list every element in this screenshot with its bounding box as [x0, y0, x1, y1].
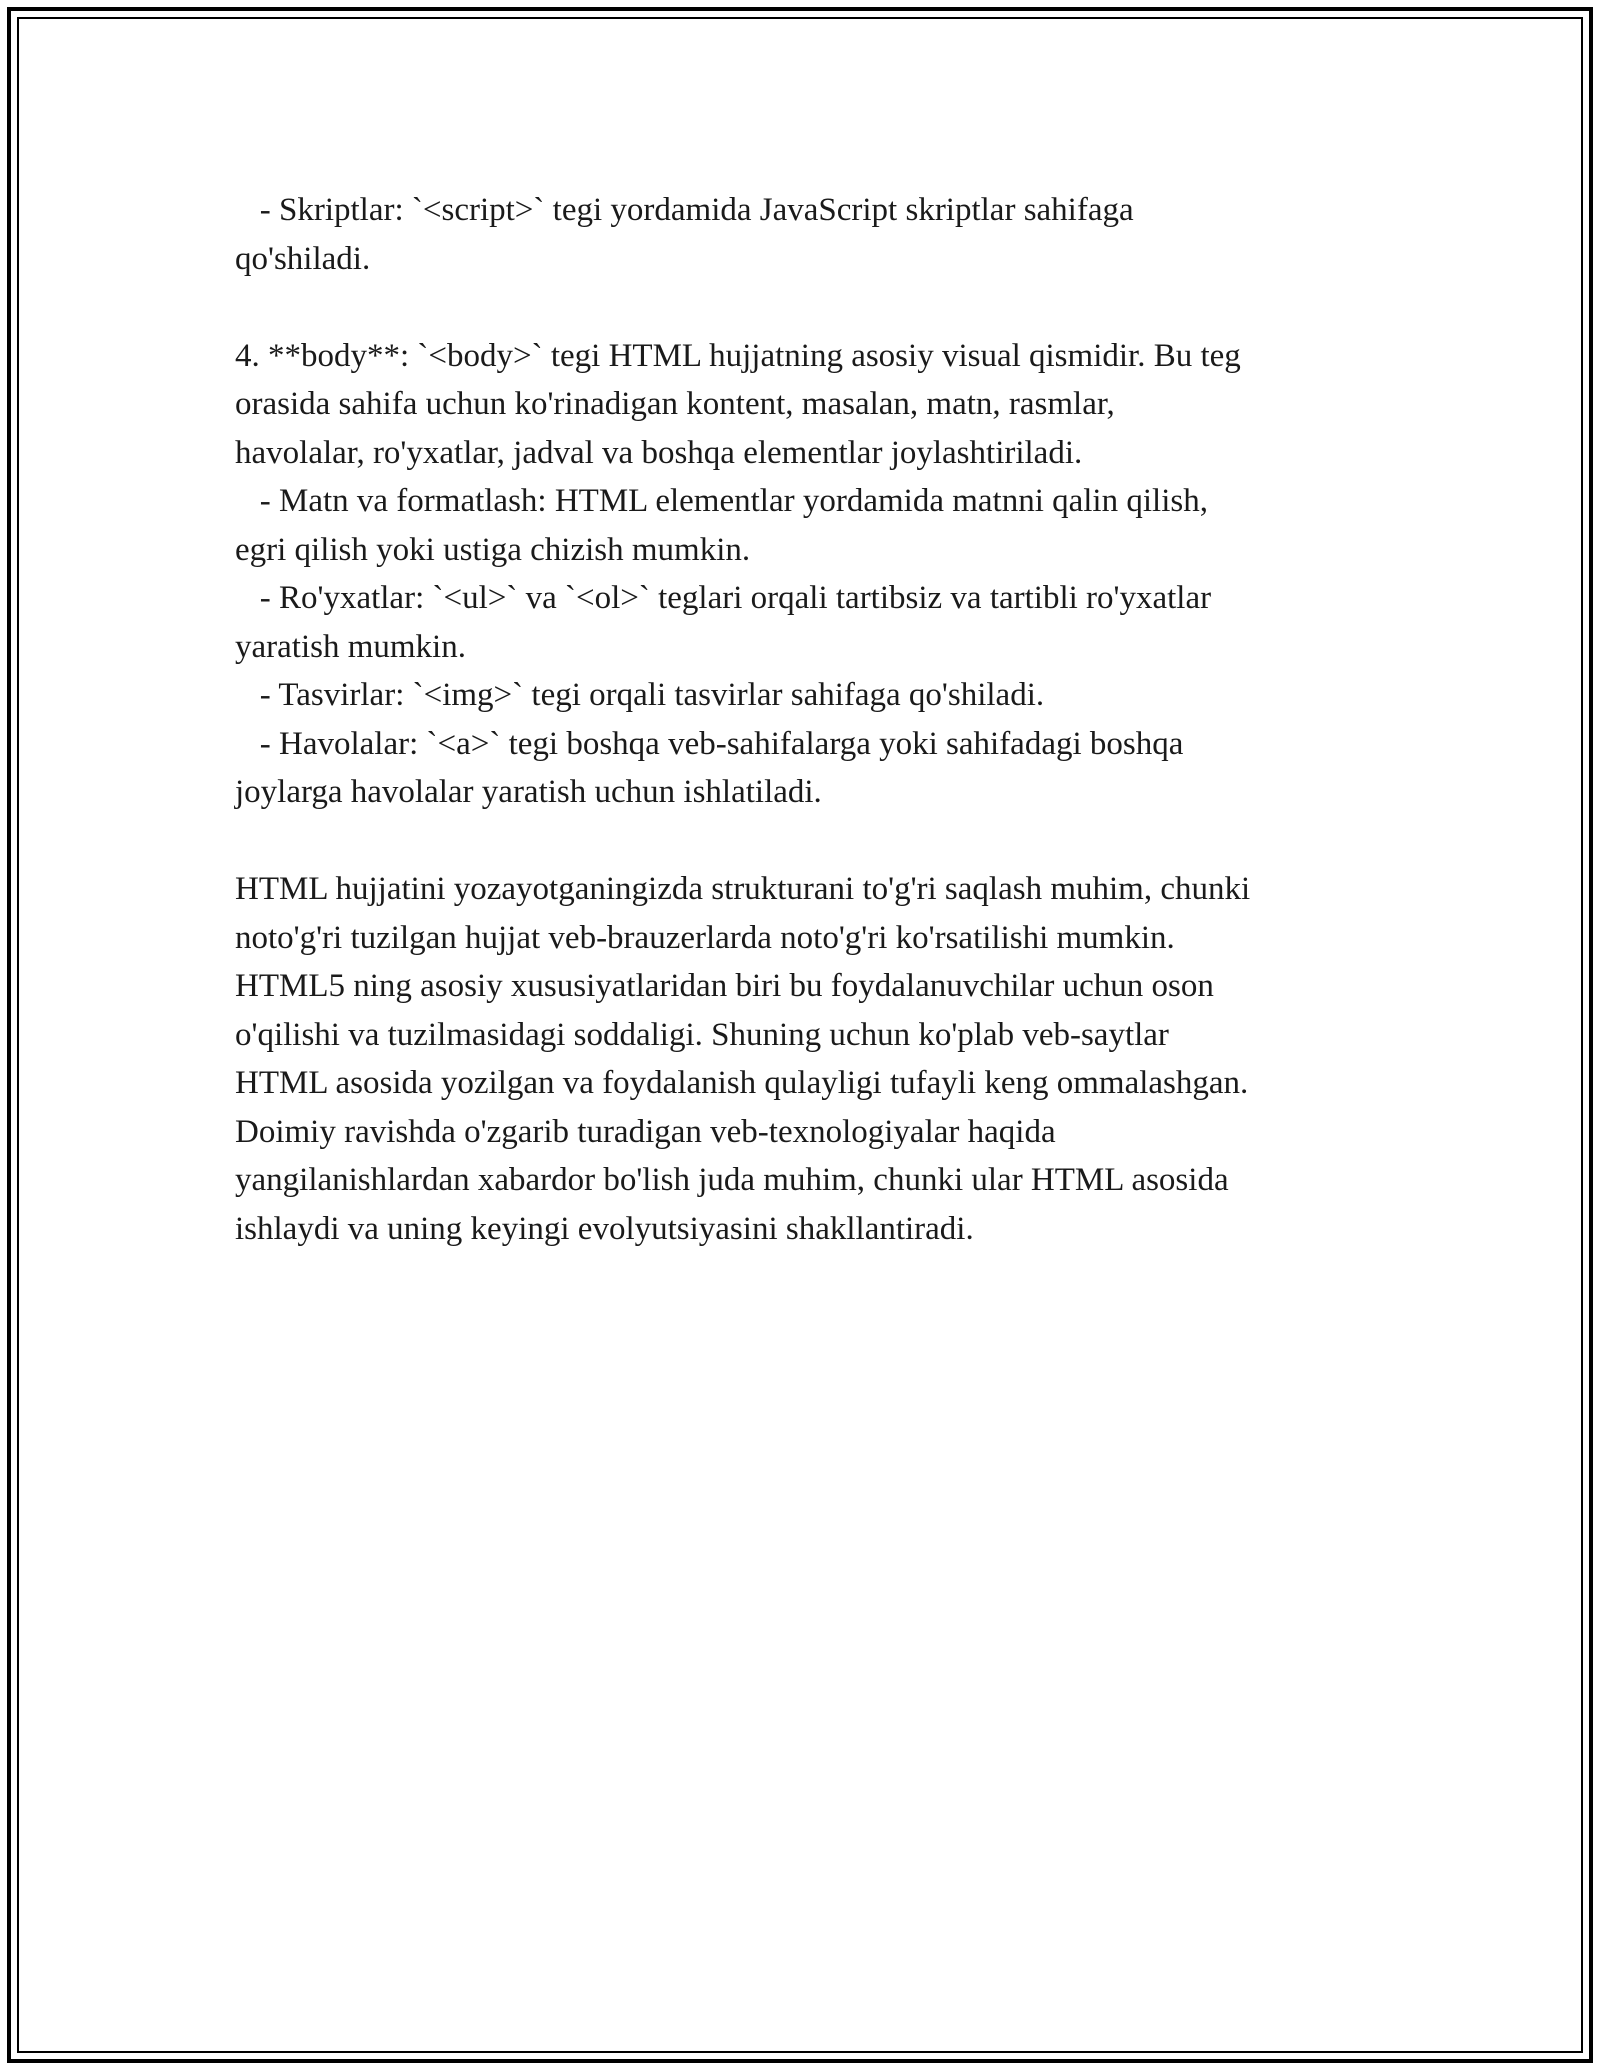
text-line: joylarga havolalar yaratish uchun ishlatiladi. [235, 774, 822, 810]
text-line: orasida sahifa uchun ko'rinadigan kontent, masalan, matn, rasmlar, [235, 386, 1115, 422]
text-line: havolalar, ro'yxatlar, jadval va boshqa elementlar joylashtiriladi. [235, 434, 1083, 471]
text-line: 4. **body**: `<body>` tegi HTML hujjatning asosiy visual qismidir. Bu teg [235, 337, 1241, 374]
text-line: - Tasvirlar: `<img>` tegi orqali tasvirlar sahifaga qo'shiladi. [235, 677, 1045, 713]
text-line: - Ro'yxatlar: `<ul>` va `<ol>` teglari orqali tartibsiz va tartibli ro'yxatlar [235, 580, 1212, 616]
text-line: yaratish mumkin. [235, 628, 466, 665]
text-line: egri qilish yoki ustiga chizish mumkin. [235, 531, 751, 568]
text-line: - Havolalar: `<a>` tegi boshqa veb-sahifalarga yoki sahifadagi boshqa [235, 725, 1184, 762]
text-line: - Matn va formatlash: HTML elementlar yordamida matnni qalin qilish, [235, 483, 1208, 519]
text-line: Doimiy ravishda o'zgarib turadigan veb-texnologiyalar haqida [235, 1113, 1056, 1150]
paragraph-gap [235, 817, 1385, 866]
text-line: noto'g'ri tuzilgan hujjat veb-brauzerlarda noto'g'ri ko'rsatilishi mumkin. [235, 919, 1175, 956]
text-line: HTML hujjatini yozayotganingizda strukturani to'g'ri saqlash muhim, chunki [235, 871, 1251, 907]
text-line: o'qilishi va tuzilmasidagi soddaligi. Shuning uchun ko'plab veb-saytlar [235, 1016, 1169, 1053]
document-body [235, 186, 1385, 1253]
text-line: HTML5 ning asosiy xususiyatlaridan biri bu foydalanuvchilar uchun oson [235, 968, 1214, 1004]
text-line: qo'shiladi. [235, 240, 371, 277]
text-line: HTML asosida yozilgan va foydalanish qulayligi tufayli keng ommalashgan. [235, 1065, 1249, 1101]
text-line: - Skriptlar: `<script>` tegi yordamida JavaScript skriptlar sahifaga [235, 192, 1134, 228]
text-line: yangilanishlardan xabardor bo'lish juda muhim, chunki ular HTML asosida [235, 1162, 1229, 1198]
paragraph-gap [235, 283, 1385, 332]
text-line: ishlaydi va uning keyingi evolyutsiyasini shakllantiradi. [235, 1210, 974, 1247]
